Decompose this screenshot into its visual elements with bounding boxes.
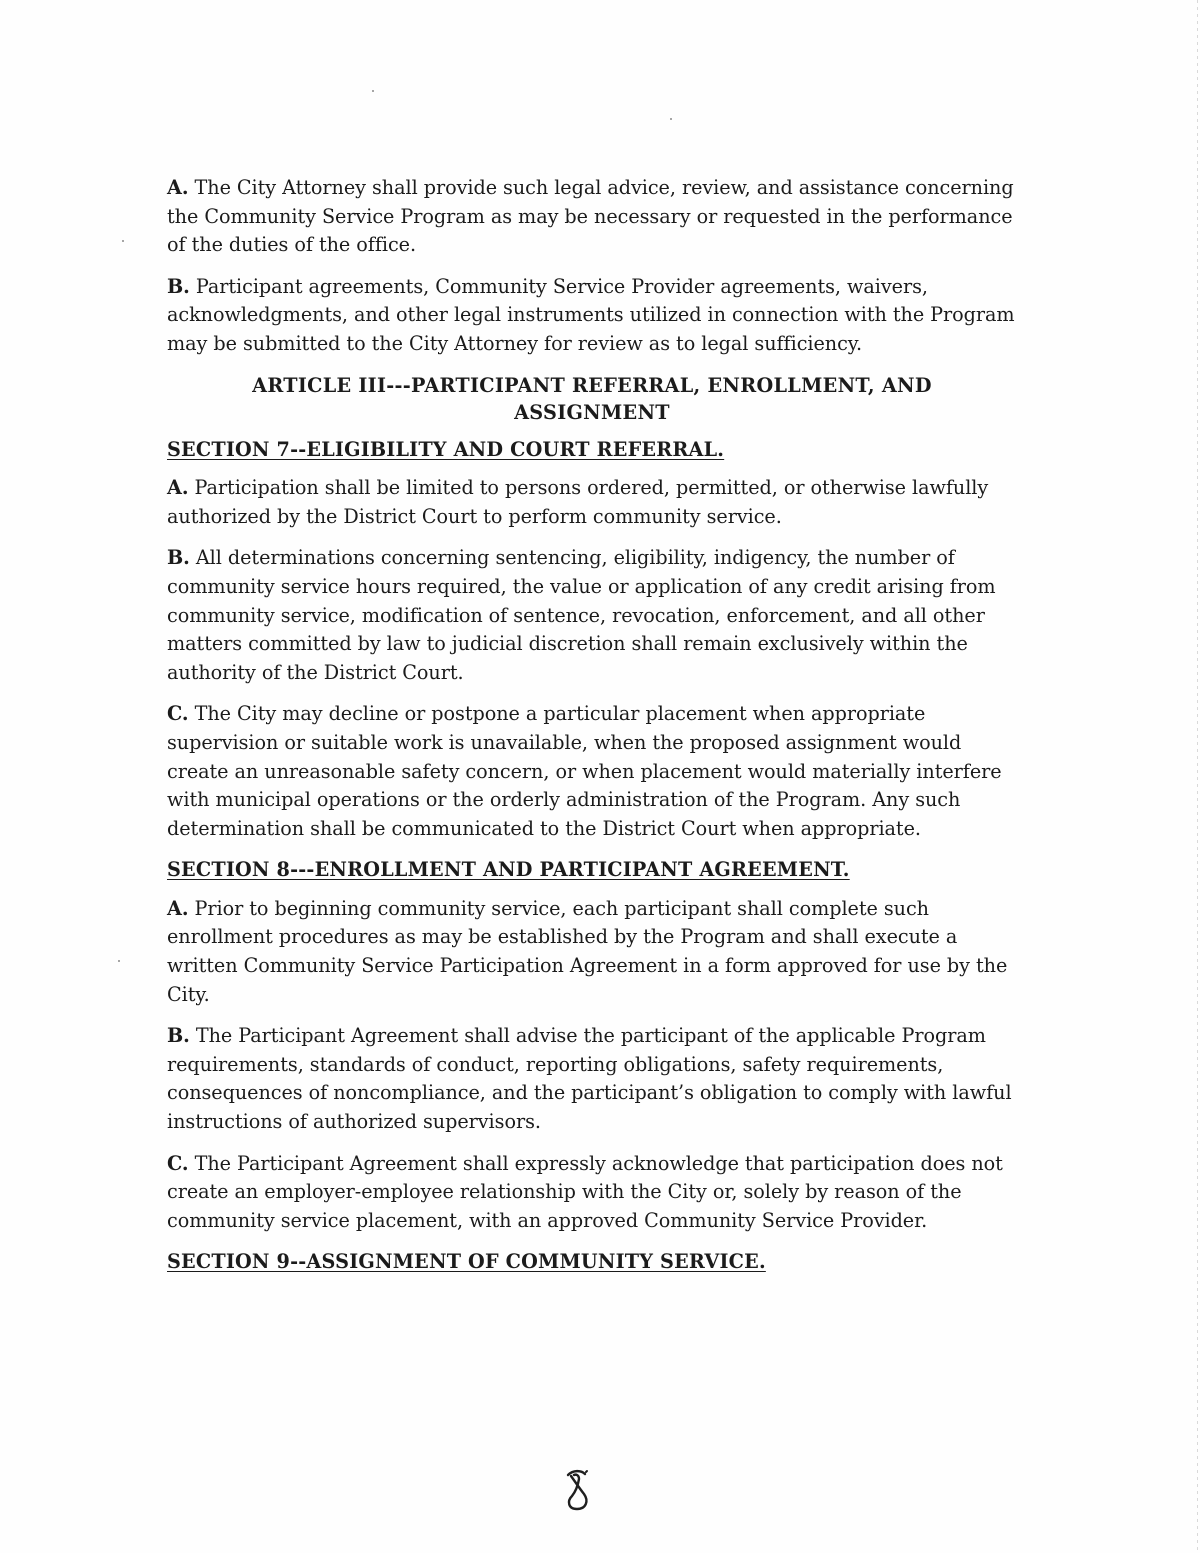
- document-body: [167, 174, 1017, 1287]
- paragraph-marker: A.: [167, 176, 189, 199]
- paragraph-text: Participant agreements, Community Service Provider agreements, waivers, acknowledgments, and other legal instruments utilized in connection with the Program may be submitted to the City Attorney for review as to legal sufficiency.: [167, 274, 1015, 355]
- paragraph-intro-a: [167, 174, 1017, 260]
- paragraph-intro-b: [167, 273, 1017, 359]
- section-7-paragraph-b: [167, 544, 1017, 687]
- handwritten-page-number: [563, 1466, 591, 1512]
- article-heading: ARTICLE III---PARTICIPANT REFERRAL, ENROLLMENT, AND ASSIGNMENT: [252, 373, 932, 424]
- paragraph-marker: C.: [167, 702, 189, 726]
- paragraph-marker: A.: [167, 476, 189, 500]
- scan-speck: [118, 960, 120, 962]
- paragraph-marker: A.: [167, 896, 189, 920]
- paragraph-marker: C.: [167, 1151, 189, 1175]
- paragraph-marker: B.: [167, 1024, 190, 1048]
- paragraph-text: Participation shall be limited to persons ordered, permitted, or otherwise lawfully authorized by the District Court to perform community service.: [167, 476, 989, 528]
- scan-edge: [1197, 0, 1198, 1553]
- section-8-paragraph-b: [167, 1022, 1017, 1136]
- section-8-paragraph-c: [167, 1150, 1017, 1236]
- section-7-heading: SECTION 7--ELIGIBILITY AND COURT REFERRAL.: [167, 437, 725, 461]
- section-7-paragraph-c: [167, 700, 1017, 843]
- section-8-paragraph-a: [167, 895, 1017, 1009]
- section-7-paragraph-a: [167, 474, 1017, 531]
- section-9-heading: SECTION 9--ASSIGNMENT OF COMMUNITY SERVICE.: [167, 1250, 766, 1274]
- paragraph-marker: B.: [167, 546, 190, 570]
- paragraph-text: All determinations concerning sentencing, eligibility, indigency, the number of community service hours required, the value or application of any credit arising from community service, modification of sentence, revocation, enforcement, and all other matters committed by law to judicial discretion shall remain exclusively within the authority of the District Court.: [167, 546, 996, 684]
- scan-speck: [372, 90, 374, 92]
- scan-speck: [122, 240, 124, 242]
- paragraph-text: The Participant Agreement shall advise the participant of the applicable Program requirements, standards of conduct, reporting obligations, safety requirements, consequences of noncompliance, and the participant’s obligation to comply with lawful instructions of authorized supervisors.: [167, 1024, 1012, 1134]
- scan-speck: [670, 118, 672, 120]
- paragraph-text: The City may decline or postpone a particular placement when appropriate supervision or suitable work is unavailable, when the proposed assignment would create an unreasonable safety concern, or when placement would materially interfere with municipal operations or the orderly administration of the Program. Any such determination shall be communicated to the District Court when appropriate.: [167, 702, 1002, 840]
- paragraph-text: Prior to beginning community service, each participant shall complete such enrollment procedures as may be established by the Program and shall execute a written Community Service Participation Agreement in a form approved for use by the City.: [167, 896, 1008, 1006]
- paragraph-text: The Participant Agreement shall expressly acknowledge that participation does not create an employer-employee relationship with the City or, solely by reason of the community service placement, with an approved Community Service Provider.: [167, 1151, 1003, 1232]
- paragraph-text: The City Attorney shall provide such legal advice, review, and assistance concerning the Community Service Program as may be necessary or requested in the performance of the duties of the office.: [167, 176, 1014, 257]
- section-8-heading: SECTION 8---ENROLLMENT AND PARTICIPANT AGREEMENT.: [167, 858, 850, 882]
- paragraph-marker: B.: [167, 274, 190, 298]
